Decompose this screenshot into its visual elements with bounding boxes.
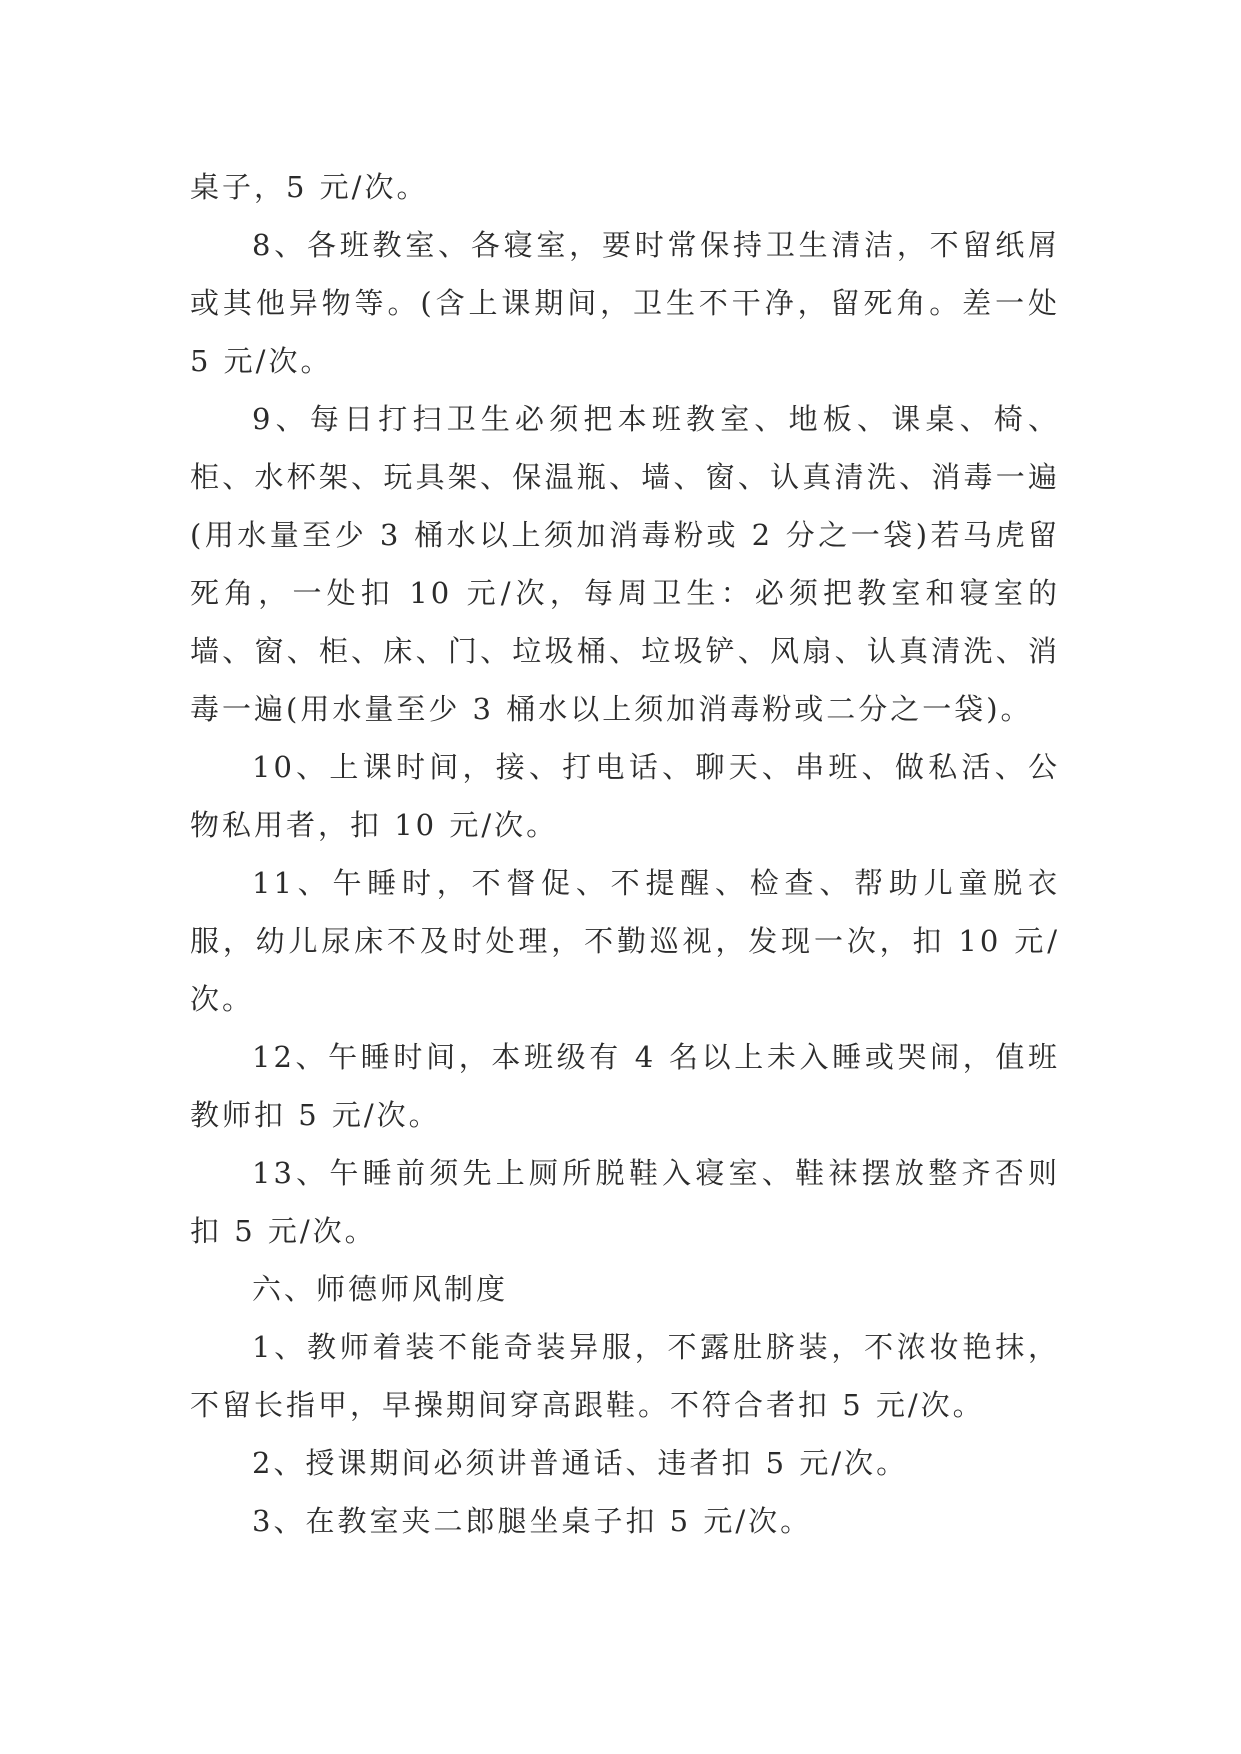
paragraph-ethics-3: 3、在教室夹二郎腿坐桌子扣 5 元/次。	[252, 1504, 813, 1538]
paragraph-continuation: 桌子，5 元/次。	[190, 170, 429, 204]
document-body	[190, 158, 1060, 1550]
paragraph-rule-8: 8、各班教室、各寝室，要时常保持卫生清洁，不留纸屑或其他异物等。(含上课期间，卫生不干净，留死角。差一处 5 元/次。	[190, 228, 1060, 378]
paragraph-rule-11: 11、午睡时，不督促、不提醒、检查、帮助儿童脱衣服，幼儿尿床不及时处理，不勤巡视，发现一次，扣 10 元/次。	[190, 866, 1060, 1016]
paragraph-ethics-1: 1、教师着装不能奇装异服，不露肚脐装，不浓妆艳抹，不留长指甲，早操期间穿高跟鞋。不符合者扣 5 元/次。	[190, 1330, 1060, 1422]
section-heading: 六、师德师风制度	[252, 1272, 509, 1306]
paragraph-rule-10: 10、上课时间，接、打电话、聊天、串班、做私活、公物私用者，扣 10 元/次。	[190, 750, 1060, 842]
paragraph-rule-12: 12、午睡时间，本班级有 4 名以上未入睡或哭闹，值班教师扣 5 元/次。	[190, 1040, 1060, 1132]
paragraph-ethics-2: 2、授课期间必须讲普通话、违者扣 5 元/次。	[252, 1446, 909, 1480]
paragraph-rule-9: 9、每日打扫卫生必须把本班教室、地板、课桌、椅、柜、水杯架、玩具架、保温瓶、墙、窗、认真清洗、消毒一遍(用水量至少 3 桶水以上须加消毒粉或 2 分之一袋)若马虎留死角，一处扣 10 元/次，每周卫生：必须把教室和寝室的墙、窗、柜、床、门、垃圾桶、垃圾铲、风扇、认真清洗、消毒一遍(用水量至少 3 桶水以上须加消毒粉或二分之一袋)。	[190, 402, 1060, 726]
paragraph-rule-13: 13、午睡前须先上厕所脱鞋入寝室、鞋袜摆放整齐否则扣 5 元/次。	[190, 1156, 1060, 1248]
